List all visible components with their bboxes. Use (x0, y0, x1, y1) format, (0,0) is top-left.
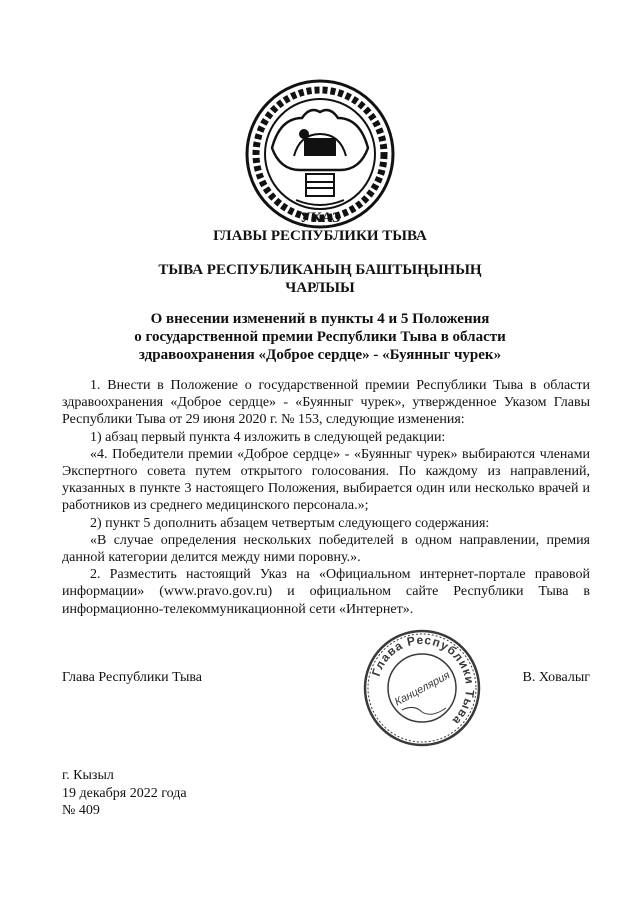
subject-line1: О внесении изменений в пункты 4 и 5 Положения (150, 311, 490, 327)
paragraph-1: 1. Внести в Положение о государственной премии Республики Тыва в области здравоохранения «Доброе сердце» - «Буянныг чурек», утвержденное Указом Главы Республики Тыва от 29 июня 2020 г. № 153, следующие изменения: (62, 378, 590, 428)
tuvan-title-line2: ЧАРЛЫЫ (285, 280, 355, 296)
footer-date: 19 декабря 2022 года (62, 786, 187, 801)
paragraph-6: 2. Разместить настоящий Указ на «Официальном интернет-портале правовой информации» (www.pravo.gov.ru) и официальном сайте Республики Тыва в информационно-телекоммуникационной сети «Интернет». (62, 567, 590, 617)
stamp-seal-icon (362, 628, 482, 748)
subject-line2: о государственной премии Республики Тыва в области (134, 329, 506, 345)
footer-city: г. Кызыл (62, 768, 114, 783)
decree-issuer: ГЛАВЫ РЕСПУБЛИКИ ТЫВА (213, 228, 427, 244)
paragraph-4: 2) пункт 5 дополнить абзацем четвертым следующего содержания: (90, 515, 490, 531)
footer-number: № 409 (62, 803, 100, 818)
stamp-ring-text: Глава Республики Тыва (368, 632, 478, 729)
subject-line3: здравоохранения «Доброе сердце» - «Буянныг чурек» (138, 347, 502, 363)
paragraph-3: «4. Победители премии «Доброе сердце» - «Буянныг чурек» выбираются членами Экспертного совета путем открытого голосования. По каждому из направлений, указанных в пункте 3 настоящего Положения, выбирается один или несколько врачей и работников из среднего медицинского персонала.»; (62, 446, 590, 514)
stamp-center-text: Канцелярия (392, 669, 453, 709)
signatory-position: Глава Республики Тыва (62, 670, 203, 685)
decree-body (62, 377, 590, 618)
decree-title: УКАЗ (299, 210, 341, 226)
tuvan-title-line1: ТЫВА РЕСПУБЛИКАНЫҢ БАШТЫҢЫНЫҢ (158, 262, 482, 278)
signatory-name: В. Ховалыг (522, 670, 590, 685)
tyva-emblem-icon (244, 78, 396, 230)
paragraph-5: «В случае определения нескольких победителей в одном направлении, премия данной категории делится между ними поровну.». (62, 532, 590, 566)
paragraph-2: 1) абзац первый пункта 4 изложить в следующей редакции: (90, 429, 446, 445)
